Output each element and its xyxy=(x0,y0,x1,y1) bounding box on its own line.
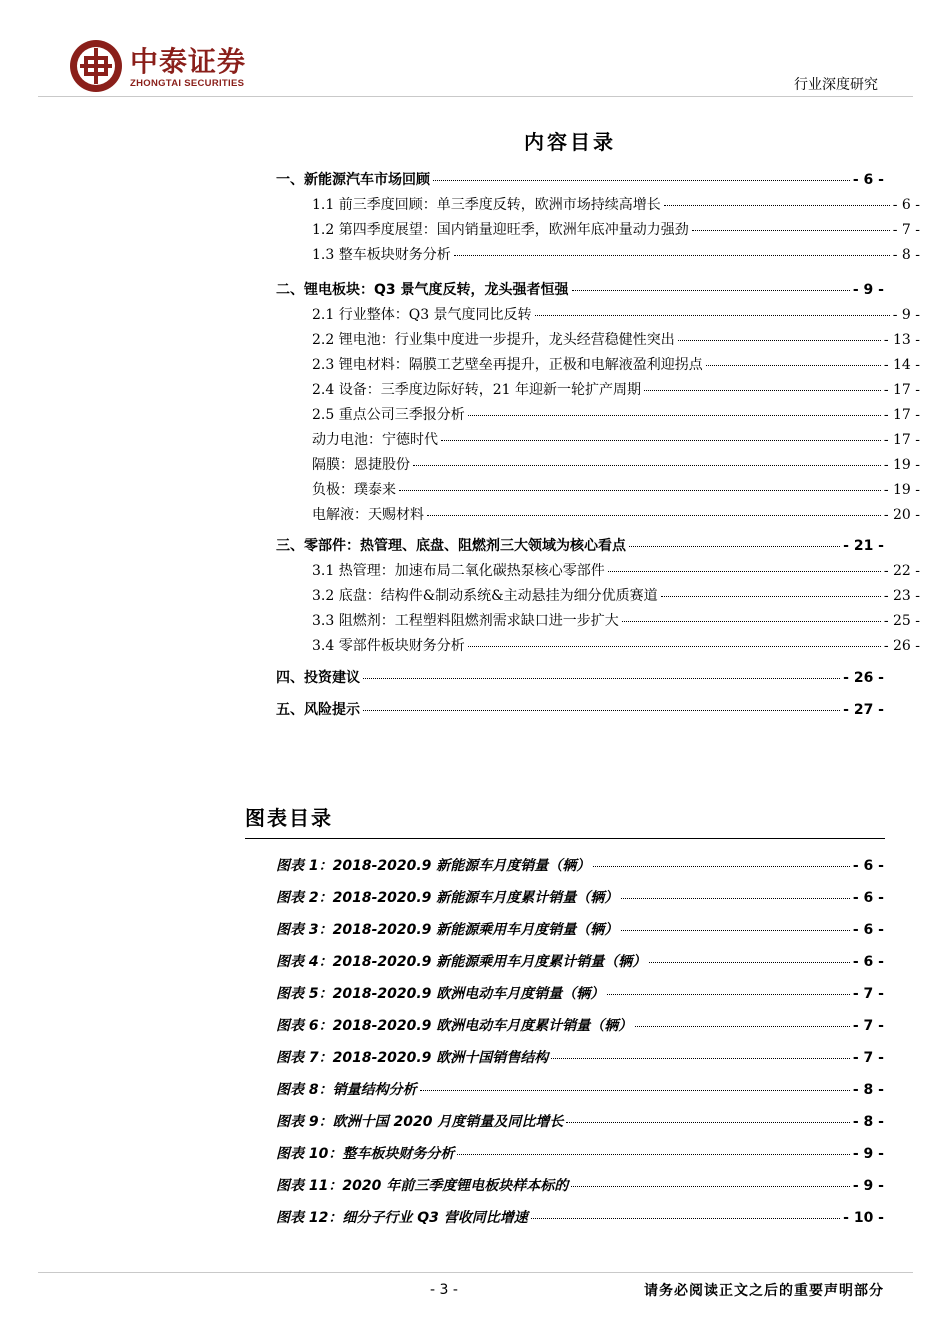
toc-entry-text: 四、投资建议 xyxy=(276,670,360,686)
toc-entry-text: 3.4 零部件板块财务分析 xyxy=(312,638,465,654)
toc-entry-text: 二、锂电板块：Q3 景气度反转，龙头强者恒强 xyxy=(276,282,569,298)
toc-entry-text: 3.2 底盘：结构件&制动系统&主动悬挂为细分优质赛道 xyxy=(312,588,658,604)
toc-entry-text: 一、新能源汽车市场回顾 xyxy=(276,172,430,188)
toc-entry-page: - 17 - xyxy=(883,382,920,398)
toc-section-entry[interactable] xyxy=(276,670,884,686)
dot-leader xyxy=(678,340,881,341)
dot-leader xyxy=(571,1186,850,1187)
toc-entry-page: - 6 - xyxy=(892,197,920,213)
figure-entry[interactable] xyxy=(276,1202,884,1234)
figure-entry-page: - 10 - xyxy=(843,1210,884,1226)
toc-subsection-entry[interactable] xyxy=(276,507,920,523)
figure-entry[interactable] xyxy=(276,1106,884,1138)
toc-entry-page: - 27 - xyxy=(843,702,884,718)
toc-entry-page: - 26 - xyxy=(843,670,884,686)
toc-entry-text: 2.1 行业整体：Q3 景气度同比反转 xyxy=(312,307,532,323)
dot-leader xyxy=(454,255,890,256)
toc-entry-text: 三、零部件：热管理、底盘、阻燃剂三大领域为核心看点 xyxy=(276,538,626,554)
figure-entry[interactable] xyxy=(276,1170,884,1202)
figure-entry-page: - 6 - xyxy=(852,858,884,874)
header-divider xyxy=(38,96,913,97)
figure-entry-page: - 6 - xyxy=(852,954,884,970)
toc-entry-text: 2.3 锂电材料：隔膜工艺壁垒再提升，正极和电解液盈利迎拐点 xyxy=(312,357,703,373)
toc-entry-page: - 21 - xyxy=(843,538,884,554)
figure-entry[interactable] xyxy=(276,946,884,978)
toc-section-entry[interactable] xyxy=(276,282,884,298)
toc-title: 内容目录 xyxy=(524,130,616,154)
toc-entry-page: - 22 - xyxy=(883,563,920,579)
footer-disclaimer: 请务必阅读正文之后的重要声明部分 xyxy=(644,1283,884,1299)
toc-subsection-entry[interactable] xyxy=(276,247,920,263)
dot-leader xyxy=(413,465,881,466)
toc-subsection-entry[interactable] xyxy=(276,197,920,213)
toc-entry-text: 隔膜：恩捷股份 xyxy=(312,457,410,473)
toc-entry-text: 负极：璞泰来 xyxy=(312,482,396,498)
toc-section-entry[interactable] xyxy=(276,172,884,188)
figure-list-title: 图表目录 xyxy=(245,806,333,830)
toc-entry-page: - 19 - xyxy=(883,457,920,473)
dot-leader xyxy=(535,315,890,316)
figure-entry[interactable] xyxy=(276,850,884,882)
toc-entry-page: - 23 - xyxy=(883,588,920,604)
toc-entry-text: 2.4 设备：三季度边际好转，21 年迎新一轮扩产周期 xyxy=(312,382,641,398)
company-name-cn: 中泰证券 xyxy=(130,45,247,78)
dot-leader xyxy=(531,1218,840,1219)
dot-leader xyxy=(399,490,881,491)
toc-entry-text: 2.5 重点公司三季报分析 xyxy=(312,407,465,423)
toc-entry-page: - 20 - xyxy=(883,507,920,523)
figure-entry-text: 图表 2：2018-2020.9 新能源车月度累计销量（辆） xyxy=(276,890,619,906)
toc-entry-text: 3.1 热管理：加速布局二氧化碳热泵核心零部件 xyxy=(312,563,605,579)
report-type-label: 行业深度研究 xyxy=(794,77,878,93)
toc-entry-page: - 17 - xyxy=(883,407,920,423)
toc-subsection-entry[interactable] xyxy=(276,332,920,348)
toc-entry-text: 1.1 前三季度回顾：单三季度反转，欧洲市场持续高增长 xyxy=(312,197,661,213)
dot-leader xyxy=(468,415,881,416)
figure-entry-text: 图表 7：2018-2020.9 欧洲十国销售结构 xyxy=(276,1050,549,1066)
figure-entry[interactable] xyxy=(276,1138,884,1170)
toc-entry-text: 五、风险提示 xyxy=(276,702,360,718)
toc-subsection-entry[interactable] xyxy=(276,357,920,373)
company-logo xyxy=(68,38,308,94)
figure-entry-text: 图表 9：欧洲十国 2020 月度销量及同比增长 xyxy=(276,1114,564,1130)
figure-entry-page: - 6 - xyxy=(852,922,884,938)
figure-entry[interactable] xyxy=(276,914,884,946)
figure-entry-page: - 8 - xyxy=(852,1114,884,1130)
dot-leader xyxy=(457,1154,850,1155)
toc-subsection-entry[interactable] xyxy=(276,457,920,473)
dot-leader xyxy=(692,230,890,231)
figure-entry-page: - 7 - xyxy=(852,1050,884,1066)
toc-entry-text: 1.2 第四季度展望：国内销量迎旺季，欧洲年底冲量动力强劲 xyxy=(312,222,689,238)
toc-entry-text: 2.2 锂电池：行业集中度进一步提升，龙头经营稳健性突出 xyxy=(312,332,675,348)
toc-section-entry[interactable] xyxy=(276,538,884,554)
figure-entry[interactable] xyxy=(276,1042,884,1074)
toc-subsection-entry[interactable] xyxy=(276,563,920,579)
figure-list-divider xyxy=(245,838,885,839)
company-name-en: ZHONGTAI SECURITIES xyxy=(130,78,245,89)
figure-entry-text: 图表 11：2020 年前三季度锂电板块样本标的 xyxy=(276,1178,569,1194)
dot-leader xyxy=(706,365,881,366)
dot-leader xyxy=(621,898,850,899)
dot-leader xyxy=(644,390,881,391)
dot-leader xyxy=(661,596,881,597)
toc-entry-page: - 25 - xyxy=(883,613,920,629)
toc-subsection-entry[interactable] xyxy=(276,432,920,448)
figure-entry[interactable] xyxy=(276,882,884,914)
toc-subsection-entry[interactable] xyxy=(276,482,920,498)
toc-subsection-entry[interactable] xyxy=(276,307,920,323)
figure-entry[interactable] xyxy=(276,1074,884,1106)
dot-leader xyxy=(441,440,881,441)
toc-entry-page: - 9 - xyxy=(892,307,920,323)
figure-entry-text: 图表 12：细分子行业 Q3 营收同比增速 xyxy=(276,1210,528,1226)
figure-entry-text: 图表 1：2018-2020.9 新能源车月度销量（辆） xyxy=(276,858,591,874)
dot-leader xyxy=(593,866,850,867)
toc-entry-page: - 8 - xyxy=(892,247,920,263)
figure-entry[interactable] xyxy=(276,978,884,1010)
dot-leader xyxy=(607,994,850,995)
dot-leader xyxy=(468,646,881,647)
figure-list xyxy=(276,850,884,1234)
figure-entry-text: 图表 4：2018-2020.9 新能源乘用车月度累计销量（辆） xyxy=(276,954,647,970)
toc-entry-page: - 7 - xyxy=(892,222,920,238)
dot-leader xyxy=(566,1122,850,1123)
dot-leader xyxy=(427,515,881,516)
toc-subsection-entry[interactable] xyxy=(276,382,920,398)
figure-entry[interactable] xyxy=(276,1010,884,1042)
dot-leader xyxy=(649,962,850,963)
toc-subsection-entry[interactable] xyxy=(276,407,920,423)
toc-entry-page: - 19 - xyxy=(883,482,920,498)
dot-leader xyxy=(363,678,840,679)
toc-section-entry[interactable] xyxy=(276,702,884,718)
toc-entry-page: - 26 - xyxy=(883,638,920,654)
page-header xyxy=(0,0,950,100)
toc-entry-page: - 17 - xyxy=(883,432,920,448)
zhongtai-logo-icon xyxy=(68,38,124,94)
dot-leader xyxy=(608,571,881,572)
figure-entry-text: 图表 10：整车板块财务分析 xyxy=(276,1146,455,1162)
figure-entry-page: - 7 - xyxy=(852,1018,884,1034)
figure-entry-text: 图表 6：2018-2020.9 欧洲电动车月度累计销量（辆） xyxy=(276,1018,633,1034)
page-number: - 3 - xyxy=(430,1282,458,1298)
toc-entry-text: 电解液：天赐材料 xyxy=(312,507,424,523)
figure-entry-page: - 8 - xyxy=(852,1082,884,1098)
toc-subsection-entry[interactable] xyxy=(276,613,920,629)
figure-entry-text: 图表 8：销量结构分析 xyxy=(276,1082,417,1098)
dot-leader xyxy=(629,546,840,547)
dot-leader xyxy=(572,290,850,291)
toc-entry-text: 3.3 阻燃剂：工程塑料阻燃剂需求缺口进一步扩大 xyxy=(312,613,619,629)
toc-entry-page: - 13 - xyxy=(883,332,920,348)
dot-leader xyxy=(551,1058,850,1059)
toc-entry-page: - 9 - xyxy=(852,282,884,298)
toc-subsection-entry[interactable] xyxy=(276,222,920,238)
figure-entry-text: 图表 3：2018-2020.9 新能源乘用车月度销量（辆） xyxy=(276,922,619,938)
figure-entry-page: - 9 - xyxy=(852,1146,884,1162)
toc-entry-text: 1.3 整车板块财务分析 xyxy=(312,247,451,263)
toc-entry-page: - 6 - xyxy=(852,172,884,188)
toc-entry-page: - 14 - xyxy=(883,357,920,373)
figure-entry-page: - 6 - xyxy=(852,890,884,906)
dot-leader xyxy=(622,621,881,622)
figure-entry-text: 图表 5：2018-2020.9 欧洲电动车月度销量（辆） xyxy=(276,986,605,1002)
dot-leader xyxy=(363,710,840,711)
footer-divider xyxy=(38,1272,913,1273)
dot-leader xyxy=(635,1026,850,1027)
dot-leader xyxy=(433,180,850,181)
toc-subsection-entry[interactable] xyxy=(276,638,920,654)
dot-leader xyxy=(664,205,890,206)
toc-subsection-entry[interactable] xyxy=(276,588,920,604)
toc-entry-text: 动力电池：宁德时代 xyxy=(312,432,438,448)
figure-entry-page: - 7 - xyxy=(852,986,884,1002)
dot-leader xyxy=(420,1090,850,1091)
figure-entry-page: - 9 - xyxy=(852,1178,884,1194)
dot-leader xyxy=(621,930,850,931)
